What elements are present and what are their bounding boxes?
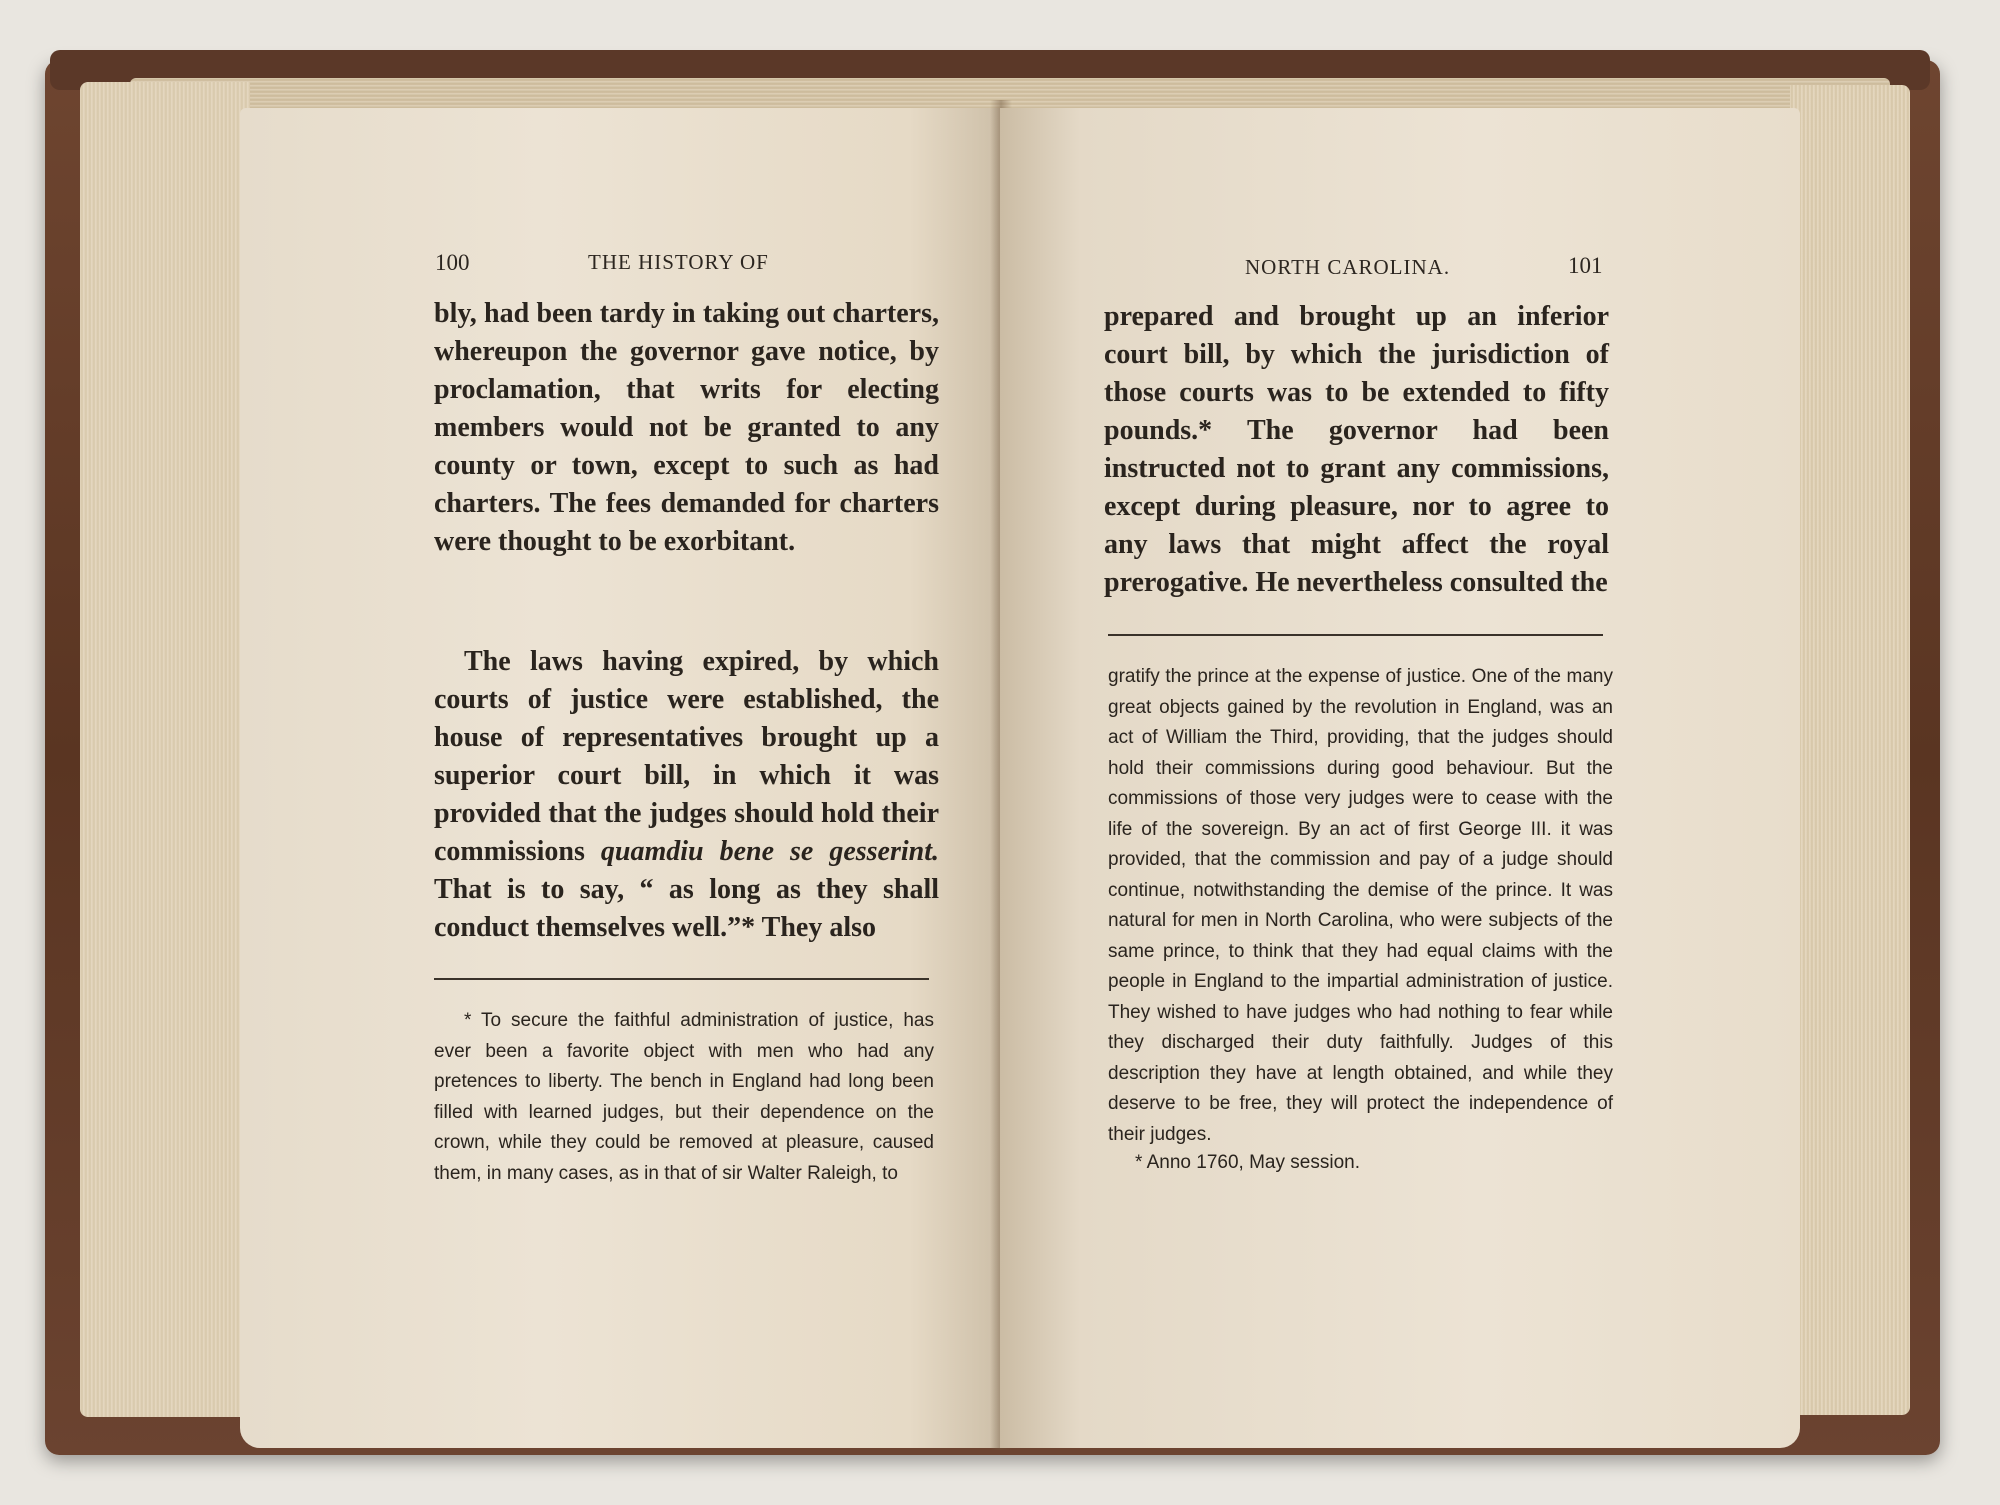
page-edges-left (80, 82, 250, 1417)
page-edges-right (1790, 85, 1910, 1415)
left-footnote (434, 1006, 934, 1189)
footnote-rule (1108, 634, 1603, 636)
right-footnote-2 (1135, 1148, 1585, 1179)
footnote-text: gratify the prince at the expense of justice. One of the many great objects gained by the revolution in England, was an act of William the Third, providing, that the judges should hold their commissions during good behaviour. But the commissions of those very judges were to cease with the life of the sovereign. By an act of first George III. it was provided, that the commission and pay of a judge should continue, notwithstanding the demise of the prince. It was natural for men in North Carolina, who were subjects of the same prince, to think that they had equal claims with the people in England to the impartial administration of justice. They wished to have judges who had nothing to fear while they discharged their duty faithfully. Judges of this description they have at length obtained, and while they deserve to be free, they will protect the independence of their judges. (1108, 666, 1613, 1145)
footnote-text: * Anno 1760, May session. (1135, 1152, 1360, 1173)
right-page-number: 101 (1568, 253, 1603, 278)
paragraph-text: The laws having expired, by which courts of justice were established, the house of representatives brought up a superior court bill, in which it was provided that the judges should hold their commissions quamdiu bene se gesserint. That is to say, “ as long as they shall conduct themselves well.”* They also (434, 646, 940, 943)
left-page-number: 100 (435, 250, 470, 275)
right-running-head: NORTH CAROLINA. (1245, 255, 1451, 279)
left-body-paragraph-2 (434, 643, 939, 947)
footnote-rule (434, 978, 929, 980)
footnote-text: * To secure the faithful administration of justice, has ever been a favorite object with men who had any pretences to liberty. The bench in England had long been filled with learned judges, but their dependence on the crown, while they could be removed at pleasure, caused them, in many cases, as in that of sir Walter Raleigh, to (434, 1010, 934, 1184)
right-footnote-continued (1108, 662, 1613, 1150)
left-body-paragraph-1 (434, 295, 939, 561)
right-body-paragraph (1104, 298, 1609, 602)
paragraph-text: prepared and brought up an inferior court bill, by which the jurisdiction of those courts was to be extended to fifty pounds.* The governor had been instructed not to grant any commissions, except during pleasure, nor to agree to any laws that might affect the royal prerogative. He nevertheless consulted the (1104, 301, 1609, 598)
paragraph-text: bly, had been tardy in taking out charters, whereupon the governor gave notice, by proclamation, that writs for electing members would not be granted to any county or town, except to such as had charters. The fees demanded for charters were thought to be exorbitant. (434, 298, 939, 557)
left-running-head: THE HISTORY OF (588, 250, 769, 274)
